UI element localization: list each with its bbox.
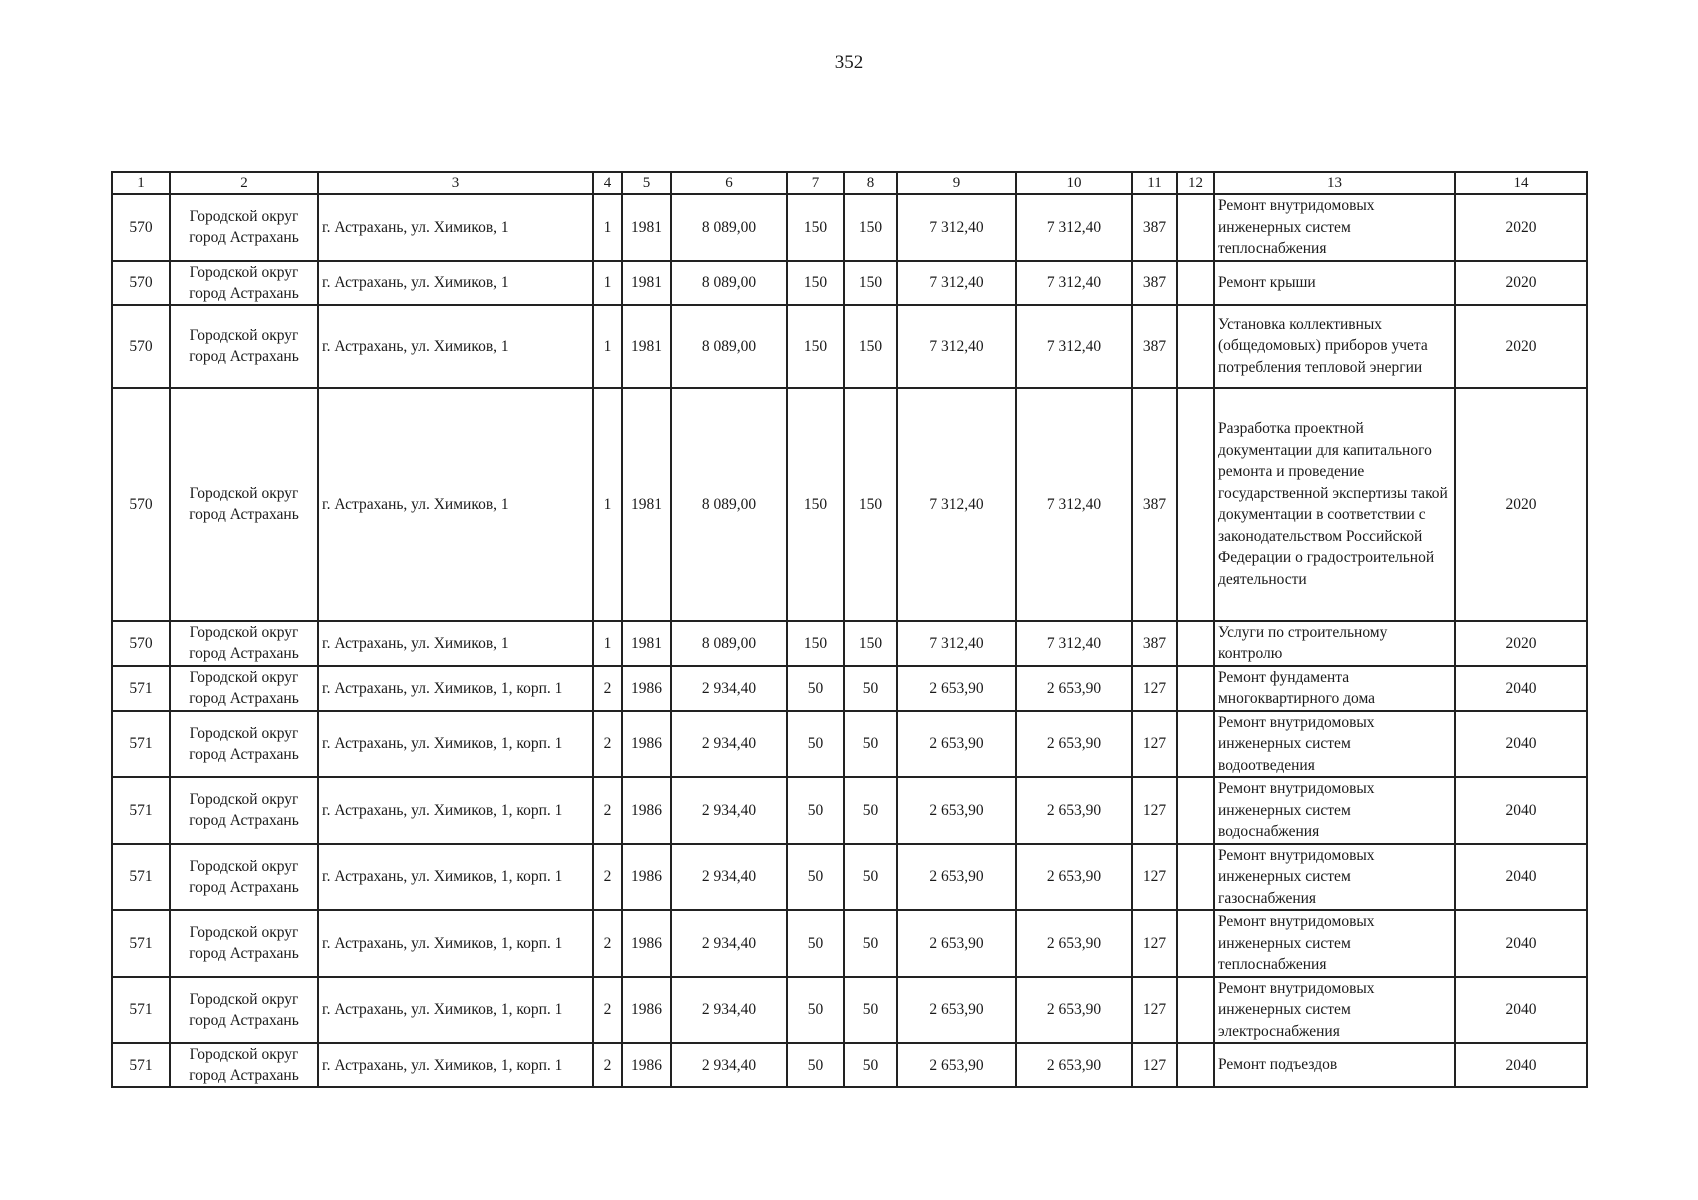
cell-col-12 — [1177, 621, 1214, 666]
cell-work-type: Ремонт подъездов — [1214, 1043, 1455, 1087]
cell-period: 2040 — [1455, 666, 1587, 711]
cell-col-7: 150 — [787, 261, 844, 305]
cell-col-8: 50 — [844, 977, 897, 1044]
cell-number: 570 — [112, 388, 170, 621]
cell-col-11: 387 — [1132, 621, 1177, 666]
cell-col-9: 7 312,40 — [897, 388, 1016, 621]
cell-area: 2 934,40 — [671, 711, 787, 778]
col-header-7: 7 — [787, 172, 844, 194]
cell-col-8: 50 — [844, 711, 897, 778]
page-number: 352 — [834, 52, 864, 73]
cell-col-4: 2 — [593, 666, 622, 711]
cell-year: 1981 — [622, 388, 671, 621]
cell-work-type: Ремонт внутридомовых инженерных систем электроснабжения — [1214, 977, 1455, 1044]
cell-col-4: 2 — [593, 1043, 622, 1087]
cell-year: 1986 — [622, 977, 671, 1044]
cell-col-10: 2 653,90 — [1016, 844, 1132, 911]
col-header-8: 8 — [844, 172, 897, 194]
cell-year: 1986 — [622, 844, 671, 911]
cell-municipality: Городской округ город Астрахань — [170, 910, 318, 977]
col-header-2: 2 — [170, 172, 318, 194]
cell-address: г. Астрахань, ул. Химиков, 1, корп. 1 — [318, 1043, 593, 1087]
cell-col-7: 50 — [787, 666, 844, 711]
cell-year: 1986 — [622, 666, 671, 711]
cell-col-10: 2 653,90 — [1016, 977, 1132, 1044]
register-table — [111, 171, 1588, 1088]
cell-col-11: 127 — [1132, 1043, 1177, 1087]
cell-address: г. Астрахань, ул. Химиков, 1, корп. 1 — [318, 777, 593, 844]
cell-col-9: 2 653,90 — [897, 777, 1016, 844]
cell-period: 2020 — [1455, 305, 1587, 388]
cell-area: 8 089,00 — [671, 305, 787, 388]
cell-col-4: 2 — [593, 711, 622, 778]
cell-col-11: 387 — [1132, 305, 1177, 388]
cell-number: 571 — [112, 777, 170, 844]
cell-number: 570 — [112, 305, 170, 388]
cell-col-10: 2 653,90 — [1016, 711, 1132, 778]
cell-col-4: 2 — [593, 844, 622, 911]
cell-col-4: 1 — [593, 388, 622, 621]
cell-col-8: 50 — [844, 844, 897, 911]
cell-number: 571 — [112, 977, 170, 1044]
cell-col-7: 50 — [787, 1043, 844, 1087]
cell-number: 571 — [112, 844, 170, 911]
cell-col-8: 50 — [844, 910, 897, 977]
cell-col-11: 127 — [1132, 910, 1177, 977]
cell-address: г. Астрахань, ул. Химиков, 1 — [318, 305, 593, 388]
cell-col-7: 50 — [787, 844, 844, 911]
table-row — [112, 777, 1587, 844]
cell-address: г. Астрахань, ул. Химиков, 1 — [318, 194, 593, 261]
cell-period: 2020 — [1455, 194, 1587, 261]
cell-col-12 — [1177, 305, 1214, 388]
cell-address: г. Астрахань, ул. Химиков, 1, корп. 1 — [318, 977, 593, 1044]
cell-work-type: Ремонт крыши — [1214, 261, 1455, 305]
cell-col-9: 7 312,40 — [897, 194, 1016, 261]
cell-municipality: Городской округ город Астрахань — [170, 777, 318, 844]
cell-col-9: 2 653,90 — [897, 1043, 1016, 1087]
cell-col-9: 2 653,90 — [897, 977, 1016, 1044]
cell-period: 2040 — [1455, 844, 1587, 911]
cell-col-8: 50 — [844, 1043, 897, 1087]
cell-year: 1986 — [622, 711, 671, 778]
cell-col-12 — [1177, 388, 1214, 621]
cell-col-9: 7 312,40 — [897, 261, 1016, 305]
cell-area: 2 934,40 — [671, 910, 787, 977]
cell-work-type: Разработка проектной документации для капитального ремонта и проведение государственной экспертизы такой документации в соответствии с законодательством Российской Федерации о градостроительной деятельности — [1214, 388, 1455, 621]
cell-col-7: 50 — [787, 977, 844, 1044]
cell-col-12 — [1177, 777, 1214, 844]
cell-address: г. Астрахань, ул. Химиков, 1 — [318, 388, 593, 621]
cell-work-type: Ремонт фундамента многоквартирного дома — [1214, 666, 1455, 711]
table-row — [112, 1043, 1587, 1087]
cell-period: 2020 — [1455, 261, 1587, 305]
cell-municipality: Городской округ город Астрахань — [170, 977, 318, 1044]
cell-col-8: 150 — [844, 194, 897, 261]
cell-col-11: 387 — [1132, 261, 1177, 305]
col-header-4: 4 — [593, 172, 622, 194]
table-row — [112, 666, 1587, 711]
cell-period: 2040 — [1455, 1043, 1587, 1087]
cell-address: г. Астрахань, ул. Химиков, 1, корп. 1 — [318, 844, 593, 911]
col-header-13: 13 — [1214, 172, 1455, 194]
cell-col-10: 2 653,90 — [1016, 910, 1132, 977]
cell-col-8: 150 — [844, 388, 897, 621]
cell-col-10: 7 312,40 — [1016, 388, 1132, 621]
cell-area: 2 934,40 — [671, 666, 787, 711]
table-row — [112, 711, 1587, 778]
col-header-5: 5 — [622, 172, 671, 194]
cell-col-9: 2 653,90 — [897, 666, 1016, 711]
cell-address: г. Астрахань, ул. Химиков, 1, корп. 1 — [318, 711, 593, 778]
table-row — [112, 194, 1587, 261]
cell-col-11: 387 — [1132, 388, 1177, 621]
cell-municipality: Городской округ город Астрахань — [170, 621, 318, 666]
cell-col-7: 50 — [787, 711, 844, 778]
cell-area: 2 934,40 — [671, 977, 787, 1044]
cell-year: 1986 — [622, 910, 671, 977]
column-number-row — [112, 172, 1587, 194]
cell-col-12 — [1177, 261, 1214, 305]
cell-col-8: 50 — [844, 666, 897, 711]
cell-number: 570 — [112, 261, 170, 305]
cell-col-7: 150 — [787, 388, 844, 621]
cell-number: 571 — [112, 1043, 170, 1087]
cell-col-9: 7 312,40 — [897, 305, 1016, 388]
cell-col-11: 387 — [1132, 194, 1177, 261]
cell-work-type: Установка коллективных (общедомовых) приборов учета потребления тепловой энергии — [1214, 305, 1455, 388]
cell-municipality: Городской округ город Астрахань — [170, 666, 318, 711]
cell-period: 2040 — [1455, 711, 1587, 778]
col-header-9: 9 — [897, 172, 1016, 194]
cell-col-12 — [1177, 844, 1214, 911]
cell-col-12 — [1177, 194, 1214, 261]
cell-area: 2 934,40 — [671, 777, 787, 844]
cell-col-8: 50 — [844, 777, 897, 844]
cell-area: 8 089,00 — [671, 621, 787, 666]
cell-col-11: 127 — [1132, 977, 1177, 1044]
cell-municipality: Городской округ город Астрахань — [170, 711, 318, 778]
cell-col-9: 7 312,40 — [897, 621, 1016, 666]
cell-year: 1981 — [622, 194, 671, 261]
cell-col-10: 7 312,40 — [1016, 305, 1132, 388]
cell-work-type: Ремонт внутридомовых инженерных систем водоотведения — [1214, 711, 1455, 778]
cell-work-type: Ремонт внутридомовых инженерных систем теплоснабжения — [1214, 194, 1455, 261]
cell-col-4: 2 — [593, 910, 622, 977]
cell-col-11: 127 — [1132, 711, 1177, 778]
cell-col-9: 2 653,90 — [897, 844, 1016, 911]
cell-col-10: 2 653,90 — [1016, 666, 1132, 711]
table-row — [112, 305, 1587, 388]
cell-number: 571 — [112, 666, 170, 711]
cell-number: 570 — [112, 194, 170, 261]
cell-col-12 — [1177, 910, 1214, 977]
col-header-14: 14 — [1455, 172, 1587, 194]
cell-col-10: 2 653,90 — [1016, 777, 1132, 844]
col-header-6: 6 — [671, 172, 787, 194]
cell-col-10: 7 312,40 — [1016, 194, 1132, 261]
cell-col-7: 150 — [787, 621, 844, 666]
table-row — [112, 261, 1587, 305]
cell-address: г. Астрахань, ул. Химиков, 1 — [318, 261, 593, 305]
cell-col-12 — [1177, 977, 1214, 1044]
cell-area: 8 089,00 — [671, 194, 787, 261]
cell-year: 1981 — [622, 621, 671, 666]
cell-municipality: Городской округ город Астрахань — [170, 194, 318, 261]
cell-col-7: 150 — [787, 194, 844, 261]
cell-area: 2 934,40 — [671, 844, 787, 911]
cell-year: 1981 — [622, 261, 671, 305]
cell-area: 8 089,00 — [671, 261, 787, 305]
cell-period: 2040 — [1455, 977, 1587, 1044]
cell-work-type: Ремонт внутридомовых инженерных систем теплоснабжения — [1214, 910, 1455, 977]
table-row — [112, 621, 1587, 666]
cell-period: 2040 — [1455, 777, 1587, 844]
cell-number: 570 — [112, 621, 170, 666]
table-row — [112, 977, 1587, 1044]
cell-address: г. Астрахань, ул. Химиков, 1, корп. 1 — [318, 910, 593, 977]
cell-col-4: 1 — [593, 194, 622, 261]
cell-col-4: 1 — [593, 305, 622, 388]
cell-work-type: Ремонт внутридомовых инженерных систем газоснабжения — [1214, 844, 1455, 911]
cell-col-9: 2 653,90 — [897, 910, 1016, 977]
cell-period: 2020 — [1455, 621, 1587, 666]
cell-col-11: 127 — [1132, 777, 1177, 844]
col-header-1: 1 — [112, 172, 170, 194]
cell-col-10: 7 312,40 — [1016, 261, 1132, 305]
cell-year: 1981 — [622, 305, 671, 388]
cell-work-type: Услуги по строительному контролю — [1214, 621, 1455, 666]
cell-col-10: 7 312,40 — [1016, 621, 1132, 666]
table-row — [112, 388, 1587, 621]
cell-col-4: 1 — [593, 621, 622, 666]
cell-period: 2040 — [1455, 910, 1587, 977]
cell-col-9: 2 653,90 — [897, 711, 1016, 778]
cell-col-8: 150 — [844, 305, 897, 388]
cell-year: 1986 — [622, 1043, 671, 1087]
cell-col-11: 127 — [1132, 666, 1177, 711]
cell-period: 2020 — [1455, 388, 1587, 621]
cell-year: 1986 — [622, 777, 671, 844]
col-header-11: 11 — [1132, 172, 1177, 194]
table-row — [112, 844, 1587, 911]
cell-work-type: Ремонт внутридомовых инженерных систем водоснабжения — [1214, 777, 1455, 844]
cell-col-10: 2 653,90 — [1016, 1043, 1132, 1087]
cell-area: 2 934,40 — [671, 1043, 787, 1087]
cell-col-7: 50 — [787, 777, 844, 844]
cell-col-4: 2 — [593, 777, 622, 844]
cell-col-8: 150 — [844, 261, 897, 305]
cell-col-4: 1 — [593, 261, 622, 305]
cell-col-12 — [1177, 1043, 1214, 1087]
cell-col-7: 50 — [787, 910, 844, 977]
cell-municipality: Городской округ город Астрахань — [170, 388, 318, 621]
cell-address: г. Астрахань, ул. Химиков, 1 — [318, 621, 593, 666]
cell-area: 8 089,00 — [671, 388, 787, 621]
cell-municipality: Городской округ город Астрахань — [170, 305, 318, 388]
cell-municipality: Городской округ город Астрахань — [170, 844, 318, 911]
cell-col-7: 150 — [787, 305, 844, 388]
col-header-3: 3 — [318, 172, 593, 194]
col-header-12: 12 — [1177, 172, 1214, 194]
cell-col-12 — [1177, 711, 1214, 778]
cell-col-8: 150 — [844, 621, 897, 666]
cell-municipality: Городской округ город Астрахань — [170, 261, 318, 305]
cell-col-12 — [1177, 666, 1214, 711]
table-row — [112, 910, 1587, 977]
cell-col-11: 127 — [1132, 844, 1177, 911]
cell-number: 571 — [112, 910, 170, 977]
col-header-10: 10 — [1016, 172, 1132, 194]
cell-col-4: 2 — [593, 977, 622, 1044]
cell-address: г. Астрахань, ул. Химиков, 1, корп. 1 — [318, 666, 593, 711]
cell-municipality: Городской округ город Астрахань — [170, 1043, 318, 1087]
cell-number: 571 — [112, 711, 170, 778]
